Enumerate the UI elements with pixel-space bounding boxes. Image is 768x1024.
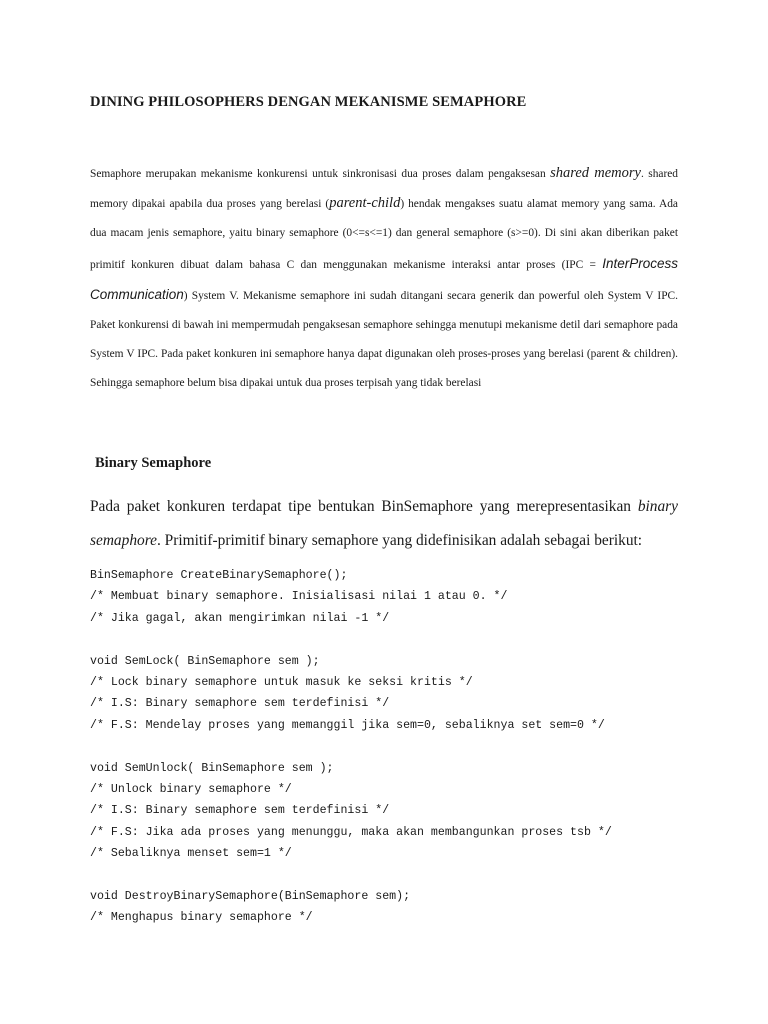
- binary-semaphore-paragraph: [90, 490, 678, 558]
- intro-text-part2: . shared memory dipakai apabila dua proses yang berelasi (: [90, 168, 678, 211]
- section-text-part1: Pada paket konkuren terdapat tipe bentukan BinSemaphore yang merepresentasikan: [90, 498, 638, 515]
- code-line: /* Sebaliknya menset sem=1 */: [90, 847, 292, 861]
- code-line: void DestroyBinarySemaphore(BinSemaphore sem);: [90, 889, 411, 903]
- code-line: [90, 864, 690, 885]
- code-line: /* I.S: Binary semaphore sem terdefinisi */: [90, 804, 390, 818]
- code-line: /* Membuat binary semaphore. Inisialisasi nilai 1 atau 0. */: [90, 590, 508, 604]
- intro-paragraph: [90, 159, 678, 399]
- section-text-part2: . Primitif-primitif binary semaphore yang didefinisikan adalah sebagai berikut:: [156, 532, 643, 549]
- intro-text-part4: ) System V. Mekanisme semaphore ini sudah ditangani secara generik dan powerful oleh System V IPC. Paket konkurensi di bawah ini mempermudah pengaksesan semaphore sehingga menutupi mekanisme detil dari semaphore pada System V IPC. Pada paket konkuren ini semaphore hanya dapat digunakan oleh proses-proses yang berelasi (parent & children). Sehingga semaphore belum bisa dipakai untuk dua proses terpisah yang tidak berelasi: [90, 289, 678, 390]
- code-line: /* F.S: Jika ada proses yang menunggu, maka akan membangunkan proses tsb */: [90, 825, 612, 839]
- intro-parent-child-term: parent-child: [329, 195, 401, 212]
- code-line: [90, 736, 690, 757]
- document-title: DINING PHILOSOPHERS DENGAN MEKANISME SEMAPHORE: [90, 94, 527, 110]
- code-block: [90, 565, 690, 929]
- section-binary-semaphore-term: binary semaphore: [90, 498, 678, 549]
- code-line: /* Jika gagal, akan mengirimkan nilai -1 */: [90, 611, 390, 625]
- code-line: BinSemaphore CreateBinarySemaphore();: [90, 569, 348, 582]
- code-line: [90, 629, 690, 650]
- code-line: /* Lock binary semaphore untuk masuk ke seksi kritis */: [90, 675, 473, 689]
- code-line: void SemUnlock( BinSemaphore sem );: [90, 761, 334, 775]
- code-line: /* Unlock binary semaphore */: [90, 782, 292, 796]
- section-heading-binary-semaphore: Binary Semaphore: [95, 455, 212, 471]
- intro-text-part3: ) hendak mengakses suatu alamat memory yang sama. Ada dua macam jenis semaphore, yaitu binary semaphore (0<=s<=1) dan general semaphore (s>=0). Di sini akan diberikan paket primitif konkuren dibuat dalam bahasa C dan menggunakan mekanisme interaksi antar proses (IPC =: [90, 198, 678, 271]
- intro-shared-memory-term: shared memory: [550, 165, 641, 181]
- intro-text-part1: Semaphore merupakan mekanisme konkurensi untuk sinkronisasi dua proses dalam pengaksesan: [90, 168, 551, 180]
- intro-ipc-term: InterProcess Communication: [90, 255, 678, 302]
- code-line: void SemLock( BinSemaphore sem );: [90, 654, 320, 668]
- code-line: /* Menghapus binary semaphore */: [90, 911, 313, 925]
- code-line: /* F.S: Mendelay proses yang memanggil jika sem=0, sebaliknya set sem=0 */: [90, 718, 605, 732]
- code-line: /* I.S: Binary semaphore sem terdefinisi */: [90, 697, 390, 711]
